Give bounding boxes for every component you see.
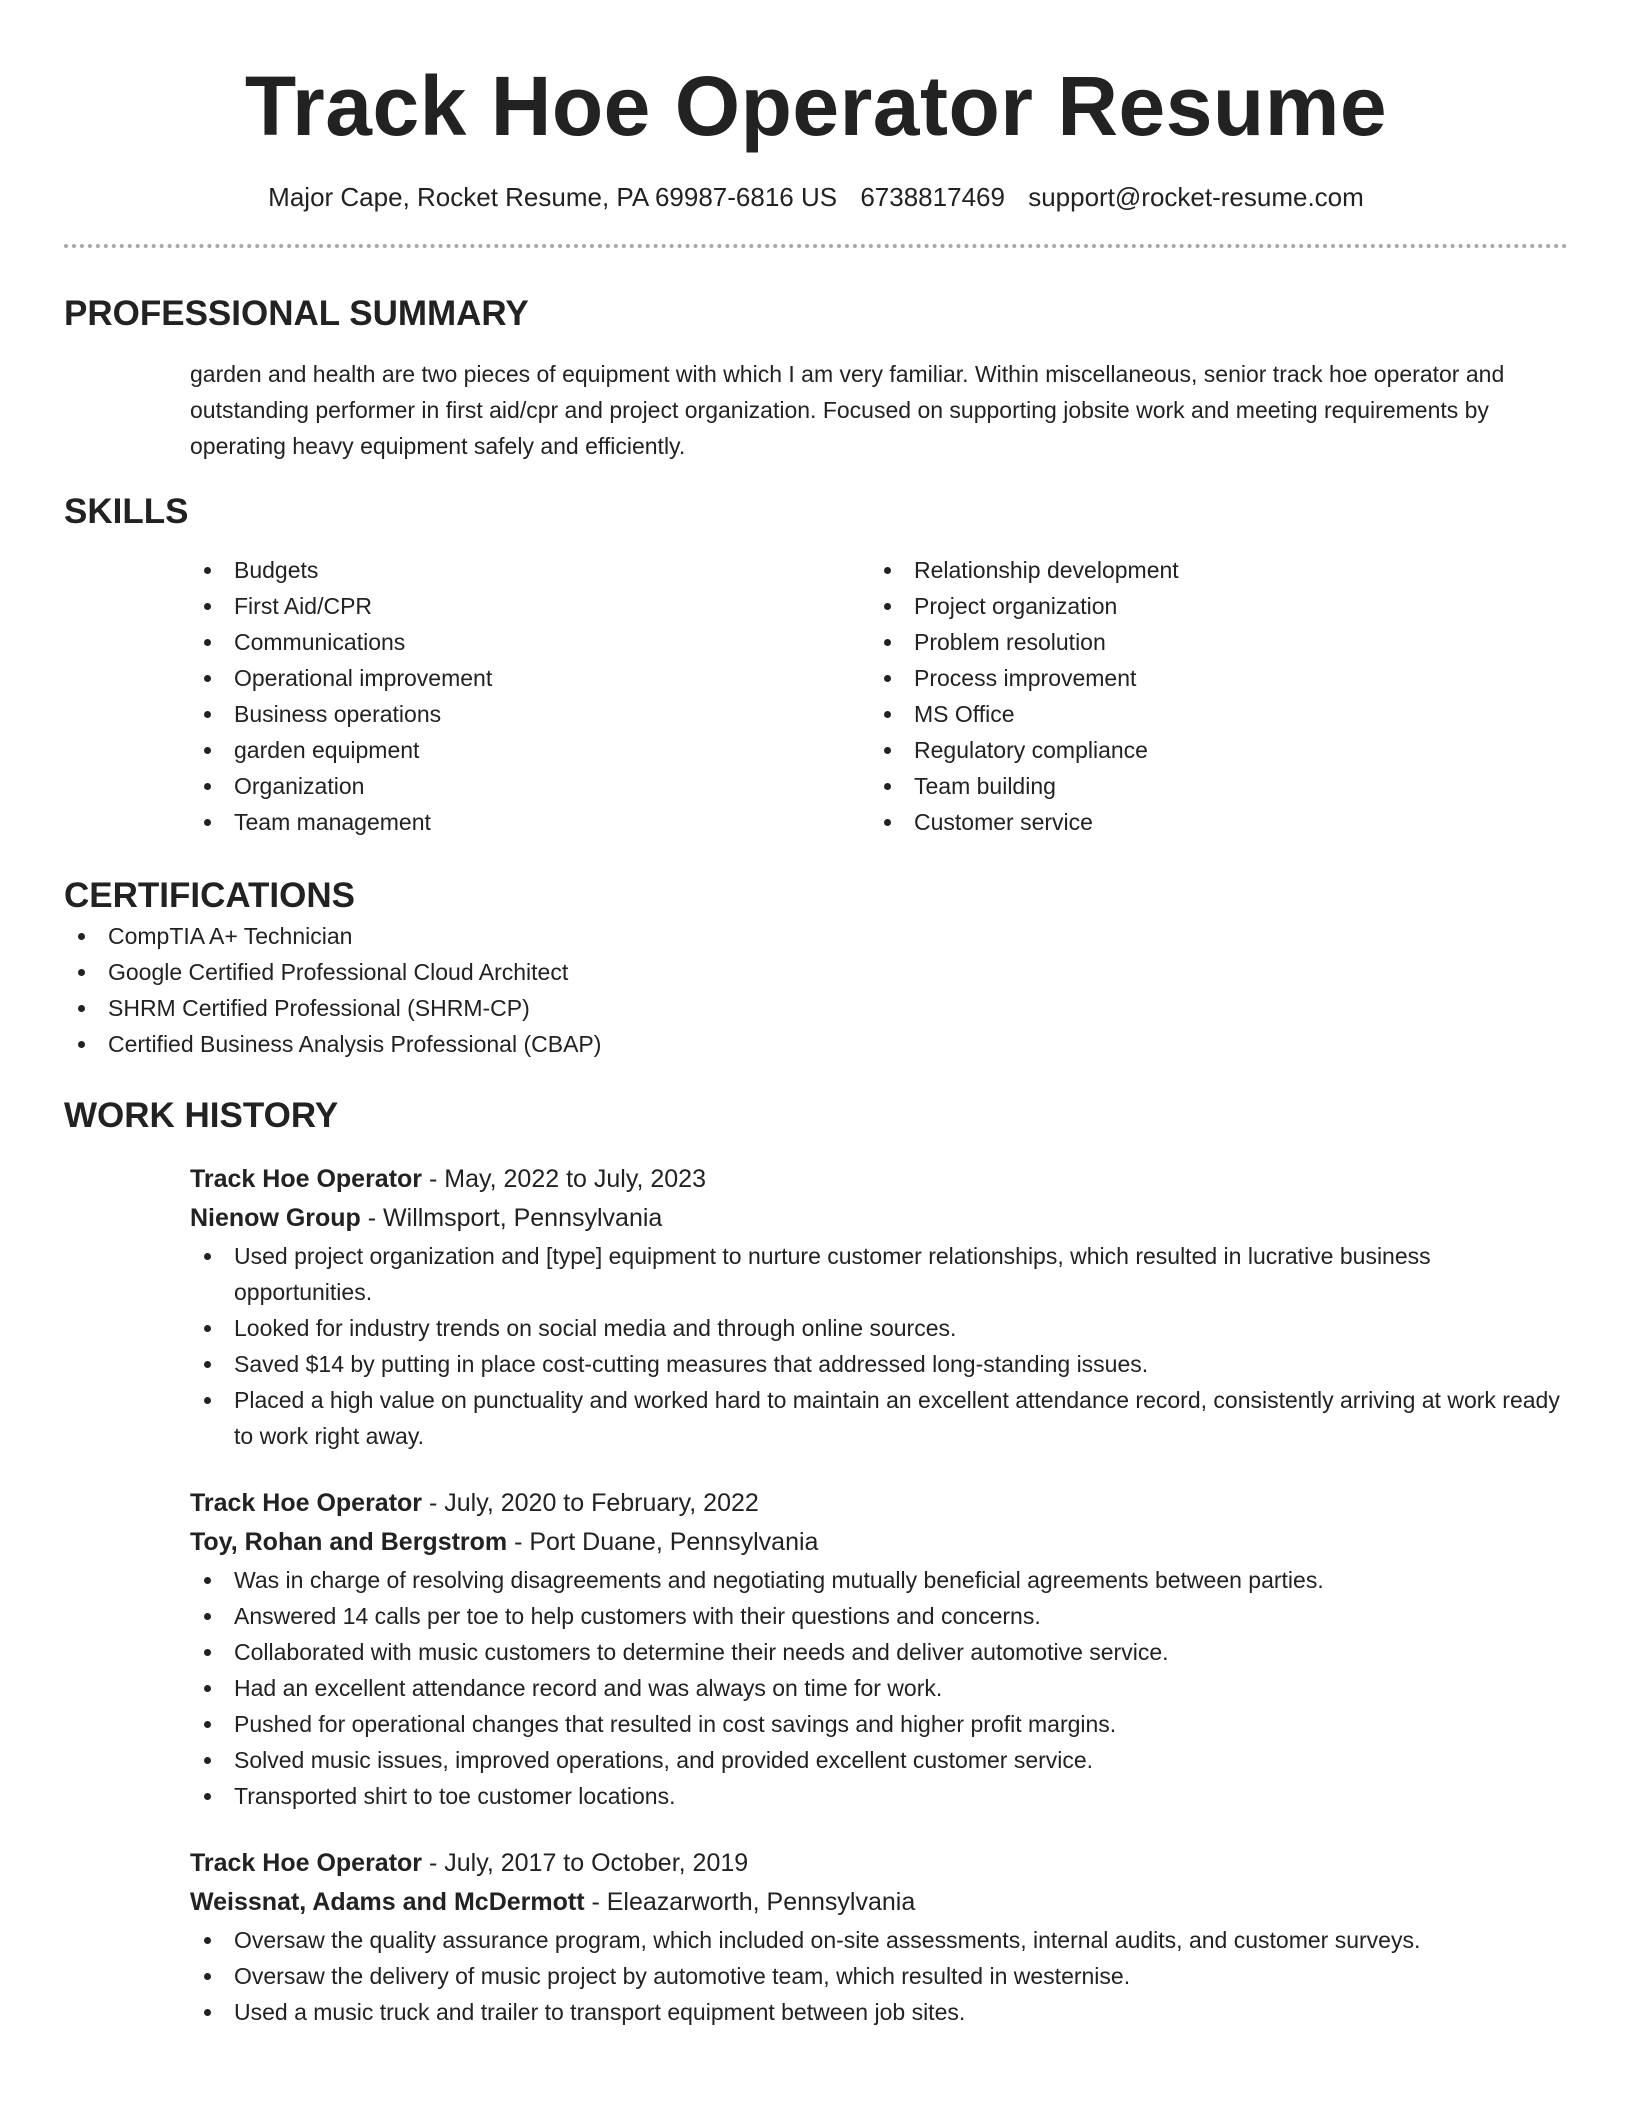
job-bullet: Collaborated with music customers to determine their needs and deliver automotive service. xyxy=(190,1634,1568,1670)
job-bullet: Had an excellent attendance record and was always on time for work. xyxy=(190,1670,1568,1706)
job-bullet-list xyxy=(190,1562,1568,1814)
skills-grid xyxy=(190,552,1568,840)
job-company: Nienow Group xyxy=(190,1204,361,1232)
skill-item: Process improvement xyxy=(870,660,1550,696)
job-title: Track Hoe Operator xyxy=(190,1165,423,1193)
job-location: - Eleazarworth, Pennsylvania xyxy=(584,1888,916,1916)
skill-item: Business operations xyxy=(190,696,870,732)
job-bullet: Used project organization and [type] equipment to nurture customer relationships, which resulted in lucrative business opportunities. xyxy=(190,1238,1568,1310)
job-bullet-list xyxy=(190,1238,1568,1454)
contact-line xyxy=(64,180,1568,214)
job-entry xyxy=(190,1844,1568,2030)
skill-item: MS Office xyxy=(870,696,1550,732)
skill-item: Communications xyxy=(190,624,870,660)
summary-text: garden and health are two pieces of equipment with which I am very familiar. Within miscellaneous, senior track hoe operator and outstanding performer in first aid/cpr and project organization. Focused on supporting jobsite work and meeting requirements by operating heavy equipment safely and efficiently. xyxy=(190,361,1505,459)
header-divider xyxy=(64,244,1568,248)
skill-item: garden equipment xyxy=(190,732,870,768)
skills-list-right xyxy=(870,552,1550,840)
skill-item: Project organization xyxy=(870,588,1550,624)
skills-column-left xyxy=(190,552,870,840)
job-location: - Port Duane, Pennsylvania xyxy=(507,1528,819,1556)
section-title-summary: PROFESSIONAL SUMMARY xyxy=(64,294,529,333)
job-bullet: Looked for industry trends on social media and through online sources. xyxy=(190,1310,1568,1346)
certification-item: CompTIA A+ Technician xyxy=(64,918,1568,954)
job-dates: - May, 2022 to July, 2023 xyxy=(422,1165,706,1193)
skills-list-left xyxy=(190,552,870,840)
skill-item: Regulatory compliance xyxy=(870,732,1550,768)
job-company: Weissnat, Adams and McDermott xyxy=(190,1888,585,1916)
job-dates: - July, 2020 to February, 2022 xyxy=(422,1489,759,1517)
job-bullet-list xyxy=(190,1922,1568,2030)
contact-email: support@rocket-resume.com xyxy=(1028,182,1364,212)
certification-item: Certified Business Analysis Professional (CBAP) xyxy=(64,1026,1568,1062)
job-bullet: Solved music issues, improved operations, and provided excellent customer service. xyxy=(190,1742,1568,1778)
job-bullet: Oversaw the delivery of music project by automotive team, which resulted in westernise. xyxy=(190,1958,1568,1994)
skill-item: Organization xyxy=(190,768,870,804)
job-bullet: Was in charge of resolving disagreements and negotiating mutually beneficial agreements between parties. xyxy=(190,1562,1568,1598)
section-title-work-history: WORK HISTORY xyxy=(64,1096,339,1135)
skill-item: Operational improvement xyxy=(190,660,870,696)
skill-item: Customer service xyxy=(870,804,1550,840)
job-company-line xyxy=(190,1883,1568,1922)
skill-item: First Aid/CPR xyxy=(190,588,870,624)
skill-item: Budgets xyxy=(190,552,870,588)
skill-item: Team management xyxy=(190,804,870,840)
resume-title: Track Hoe Operator Resume xyxy=(244,59,1388,153)
skill-item: Problem resolution xyxy=(870,624,1550,660)
job-title-line xyxy=(190,1484,1568,1523)
job-entry xyxy=(190,1160,1568,1454)
certification-item: SHRM Certified Professional (SHRM-CP) xyxy=(64,990,1568,1026)
contact-phone: 6738817469 xyxy=(860,182,1005,212)
job-title: Track Hoe Operator xyxy=(190,1849,423,1877)
job-bullet: Answered 14 calls per toe to help customers with their questions and concerns. xyxy=(190,1598,1568,1634)
job-title-line xyxy=(190,1844,1568,1883)
contact-address: Major Cape, Rocket Resume, PA 69987-6816 US xyxy=(268,182,838,212)
job-bullet: Placed a high value on punctuality and worked hard to maintain an excellent attendance record, consistently arriving at work ready to work right away. xyxy=(190,1382,1568,1454)
job-dates: - July, 2017 to October, 2019 xyxy=(422,1849,749,1877)
job-entry xyxy=(190,1484,1568,1814)
job-title-line xyxy=(190,1160,1568,1199)
job-bullet: Transported shirt to toe customer locations. xyxy=(190,1778,1568,1814)
job-bullet: Oversaw the quality assurance program, which included on-site assessments, internal audits, and customer surveys. xyxy=(190,1922,1568,1958)
skill-item: Team building xyxy=(870,768,1550,804)
job-bullet: Pushed for operational changes that resulted in cost savings and higher profit margins. xyxy=(190,1706,1568,1742)
job-bullet: Used a music truck and trailer to transport equipment between job sites. xyxy=(190,1994,1568,2030)
skill-item: Relationship development xyxy=(870,552,1550,588)
job-location: - Willmsport, Pennsylvania xyxy=(360,1204,663,1232)
job-company-line xyxy=(190,1199,1568,1238)
certification-item: Google Certified Professional Cloud Architect xyxy=(64,954,1568,990)
job-company-line xyxy=(190,1523,1568,1562)
job-bullet: Saved $14 by putting in place cost-cutting measures that addressed long-standing issues. xyxy=(190,1346,1568,1382)
certifications-list xyxy=(64,918,1568,1062)
job-company: Toy, Rohan and Bergstrom xyxy=(190,1528,508,1556)
job-title: Track Hoe Operator xyxy=(190,1489,423,1517)
skills-column-right xyxy=(870,552,1550,840)
section-title-skills: SKILLS xyxy=(64,492,189,531)
section-title-certifications: CERTIFICATIONS xyxy=(64,876,356,915)
